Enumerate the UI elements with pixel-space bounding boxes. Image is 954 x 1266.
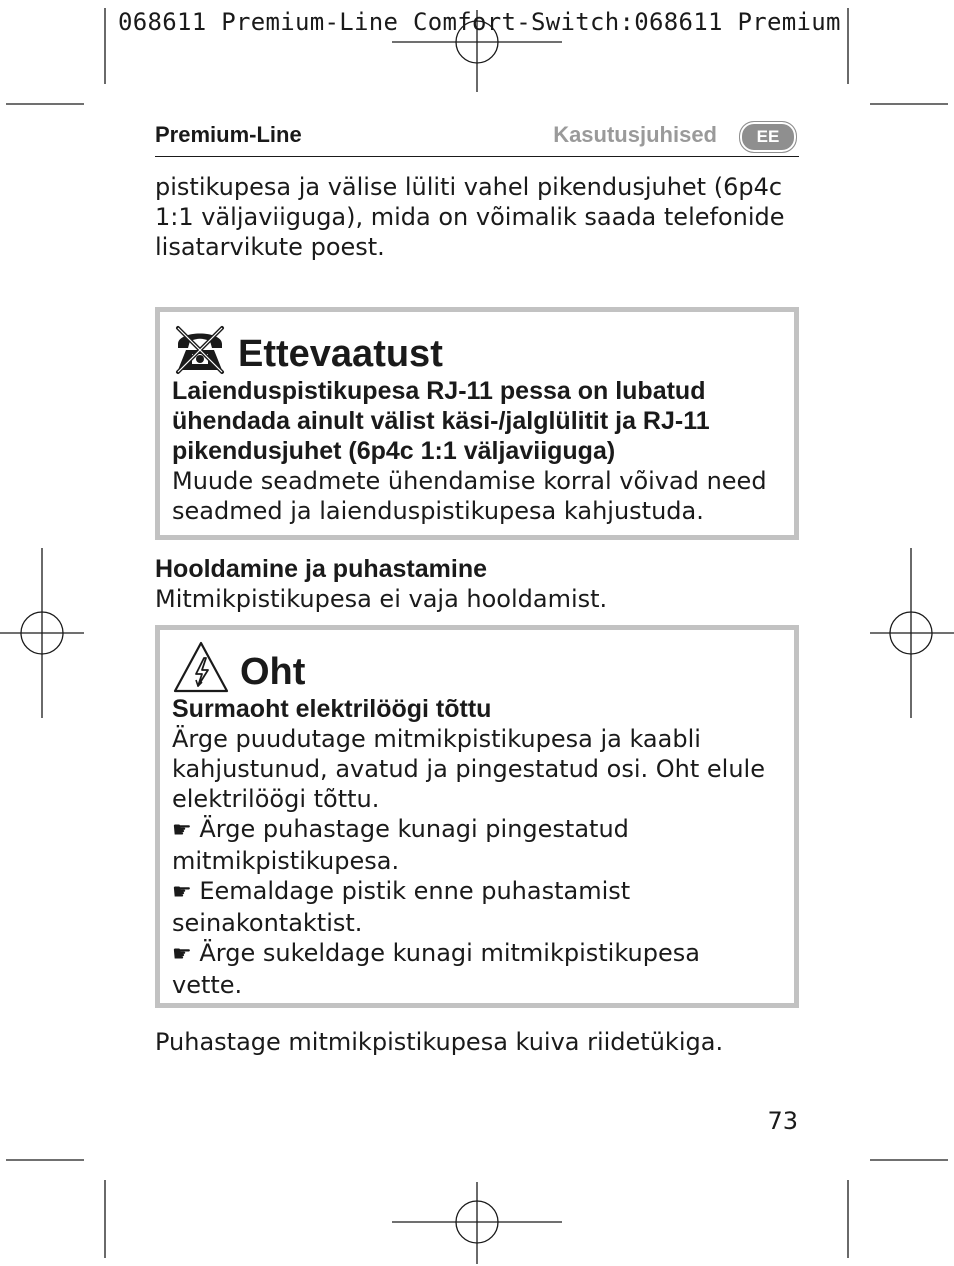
closing-paragraph: Puhastage mitmikpistikupesa kuiva riidetükiga. <box>155 1028 724 1056</box>
danger-text: Ärge puudutage mitmikpistikupesa ja kaabli kahjustunud, avatud ja pingestatud osi. Oht elule elektrilöögi tõttu. <box>172 725 765 813</box>
danger-subtitle: Surmaoht elektrilöögi tõttu <box>172 695 492 723</box>
danger-heading <box>172 630 794 694</box>
header-section-title: Kasutusjuhised <box>553 122 717 147</box>
caution-bold-line: ühendada ainult välist käsi-/jalglülitit ja RJ-11 <box>172 407 710 435</box>
maintenance-section <box>155 554 795 614</box>
header-product-name: Premium-Line <box>155 122 302 147</box>
danger-bullet <box>172 814 732 876</box>
no-phone-icon <box>172 322 228 376</box>
danger-box <box>155 625 799 1008</box>
pointing-hand-icon: ☛ <box>172 880 192 905</box>
intro-paragraph: pistikupesa ja välise lüliti vahel pikendusjuhet (6p4c 1:1 väljaviiguga), mida on võimalik saada telefonide lisatarvikute poest. <box>155 173 785 261</box>
caution-heading <box>172 312 794 376</box>
electric-shock-warning-icon <box>172 640 230 694</box>
maintenance-heading: Hooldamine ja puhastamine <box>155 555 488 583</box>
danger-bullet <box>172 938 732 1000</box>
danger-bullet <box>172 876 732 938</box>
language-badge: EE <box>739 121 797 153</box>
pointing-hand-icon: ☛ <box>172 818 192 843</box>
caution-title: Ettevaatust <box>238 333 443 375</box>
caution-bold-line: pikendusjuhet (6p4c 1:1 väljaviiguga) <box>172 437 616 465</box>
caution-text: Muude seadmete ühendamise korral võivad need seadmed ja laienduspistikupesa kahjustuda. <box>172 467 767 525</box>
danger-bullet-text: Eemaldage pistik enne puhastamist seinakontaktist. <box>172 877 631 937</box>
danger-bullet-text: Ärge puhastage kunagi pingestatud mitmikpistikupesa. <box>172 815 629 875</box>
maintenance-text: Mitmikpistikupesa ei vaja hooldamist. <box>155 585 608 613</box>
caution-bold-text <box>172 376 794 466</box>
page-number: 73 <box>767 1107 798 1135</box>
print-slug-line: 068611 Premium-Line Comfort-Switch:068611 Premium <box>118 8 841 36</box>
caution-box <box>155 307 799 540</box>
danger-title: Oht <box>240 651 306 693</box>
pointing-hand-icon: ☛ <box>172 942 192 967</box>
caution-bold-line: Laienduspistikupesa RJ-11 pessa on lubatud <box>172 377 706 405</box>
running-header <box>155 118 799 157</box>
danger-bullet-text: Ärge sukeldage kunagi mitmikpistikupesa vette. <box>172 939 700 999</box>
